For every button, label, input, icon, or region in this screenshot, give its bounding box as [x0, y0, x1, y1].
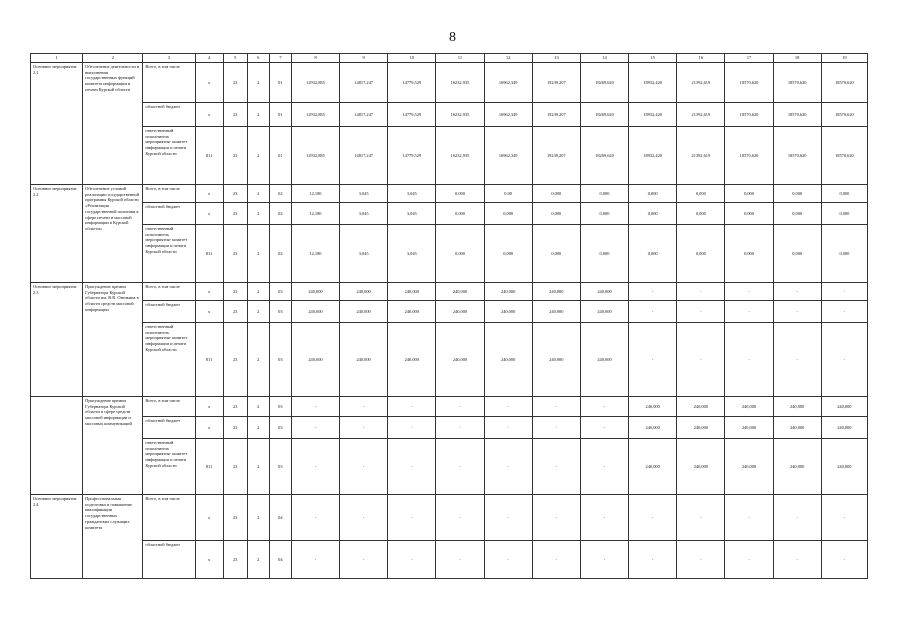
value-cell: 12932,885 [291, 126, 339, 184]
value-cell: 0,000 [773, 202, 821, 224]
pr-cell: 2 [247, 62, 269, 102]
rz-cell: 23 [223, 62, 247, 102]
value-cell: 0,000 [725, 224, 773, 282]
table-row [31, 322, 868, 396]
column-header: 8 [291, 54, 339, 63]
value-cell: - [388, 540, 436, 578]
event-name-cell: Присуждение премии Губернатора Курской области в сфере средств массовой информации и массовых коммуникаций [83, 396, 143, 494]
page-number: 8 [449, 30, 456, 45]
value-cell: 18269,620 [580, 62, 628, 102]
value-cell: - [677, 300, 725, 322]
value-cell: - [773, 282, 821, 300]
csr-cell: 01 [269, 62, 291, 102]
value-cell: 240,000 [629, 416, 677, 438]
csr-cell: 03 [269, 300, 291, 322]
grbs-cell: 811 [195, 224, 223, 282]
value-cell: 240,000 [725, 438, 773, 494]
csr-cell: 03 [269, 438, 291, 494]
grbs-cell: х [195, 282, 223, 300]
value-cell: 3,045 [388, 224, 436, 282]
column-header: 16 [677, 54, 725, 63]
value-cell: - [725, 322, 773, 396]
value-cell: - [773, 494, 821, 540]
value-cell: 240,000 [773, 396, 821, 416]
value-cell: - [821, 540, 867, 578]
value-cell: - [677, 322, 725, 396]
column-header: 10 [388, 54, 436, 63]
grbs-cell: х [195, 184, 223, 202]
value-cell: - [629, 282, 677, 300]
value-cell: - [484, 416, 532, 438]
value-cell: 0,000 [725, 202, 773, 224]
value-cell: - [629, 540, 677, 578]
value-cell: 240,000 [532, 300, 580, 322]
value-cell: 3,045 [388, 184, 436, 202]
value-cell: 18570,620 [821, 126, 867, 184]
table-row [31, 202, 868, 224]
value-cell: 0,000 [821, 202, 867, 224]
value-cell: - [484, 540, 532, 578]
column-header: 17 [725, 54, 773, 63]
table-row [31, 224, 868, 282]
table-row [31, 184, 868, 202]
event-cell: Основное мероприятие 2.2 [31, 184, 83, 282]
value-cell: - [580, 416, 628, 438]
value-cell: - [436, 396, 484, 416]
value-cell: 18269,620 [580, 126, 628, 184]
value-cell: 18570,620 [725, 102, 773, 126]
value-cell: 16962,349 [484, 102, 532, 126]
value-cell: - [677, 282, 725, 300]
funding-source-cell: Всего, в том числе [143, 62, 195, 102]
rz-cell: 23 [223, 494, 247, 540]
csr-cell: 03 [269, 282, 291, 300]
value-cell: 0,000 [821, 224, 867, 282]
value-cell: 18269,620 [580, 102, 628, 126]
value-cell: 0,000 [677, 224, 725, 282]
value-cell: - [629, 494, 677, 540]
value-cell: 16232,935 [436, 102, 484, 126]
event-name-cell: Присуждение премии Губернатора Курской области им. В.В. Овечкина в области средств массовой информации [83, 282, 143, 396]
csr-cell: 03 [269, 322, 291, 396]
grbs-cell: х [195, 416, 223, 438]
value-cell: - [725, 300, 773, 322]
value-cell: - [388, 438, 436, 494]
pr-cell: 2 [247, 438, 269, 494]
value-cell: 3,045 [340, 224, 388, 282]
value-cell: 18570,620 [821, 62, 867, 102]
value-cell: - [340, 540, 388, 578]
column-header: 6 [247, 54, 269, 63]
value-cell: - [340, 396, 388, 416]
value-cell: 19239,207 [532, 102, 580, 126]
pr-cell: 2 [247, 416, 269, 438]
value-cell: - [629, 322, 677, 396]
column-header: 12 [484, 54, 532, 63]
value-cell: 0,000 [532, 224, 580, 282]
event-cell: Основное мероприятие 2.4 [31, 494, 83, 578]
value-cell: - [291, 540, 339, 578]
value-cell: 0,000 [436, 224, 484, 282]
value-cell: 240,000 [388, 322, 436, 396]
column-header: 7 [269, 54, 291, 63]
rz-cell: 23 [223, 102, 247, 126]
event-cell: Основное мероприятие 2.3 [31, 282, 83, 396]
value-cell: 0,000 [580, 224, 628, 282]
value-cell: 240,000 [773, 416, 821, 438]
value-cell: 18570,620 [773, 102, 821, 126]
value-cell: 240,000 [725, 396, 773, 416]
value-cell: 12932,885 [291, 102, 339, 126]
rz-cell: 23 [223, 282, 247, 300]
value-cell: 16232,935 [436, 62, 484, 102]
value-cell: 0,00 [484, 184, 532, 202]
value-cell: 0,000 [484, 224, 532, 282]
grbs-cell: 811 [195, 126, 223, 184]
value-cell: 14779,529 [388, 62, 436, 102]
value-cell: 0,000 [677, 184, 725, 202]
value-cell: 240,000 [340, 282, 388, 300]
value-cell: 0,000 [773, 224, 821, 282]
value-cell: 0,000 [677, 202, 725, 224]
value-cell: 240,000 [436, 322, 484, 396]
value-cell: 21392,619 [677, 126, 725, 184]
funding-source-cell: областной бюджет [143, 300, 195, 322]
csr-cell: 02 [269, 184, 291, 202]
column-header: 2 [83, 54, 143, 63]
value-cell: 3,045 [388, 202, 436, 224]
value-cell: 240,000 [580, 300, 628, 322]
value-cell: 0,000 [484, 202, 532, 224]
value-cell: - [677, 540, 725, 578]
value-cell: 14817,247 [340, 126, 388, 184]
value-cell: - [725, 282, 773, 300]
grbs-cell: 811 [195, 322, 223, 396]
value-cell: - [773, 300, 821, 322]
funding-source-cell: Всего, в том числе [143, 494, 195, 540]
value-cell: 18570,620 [773, 126, 821, 184]
value-cell: 18932,420 [629, 102, 677, 126]
value-cell: 3,045 [340, 184, 388, 202]
value-cell: 3,045 [340, 202, 388, 224]
value-cell: - [821, 322, 867, 396]
pr-cell: 2 [247, 396, 269, 416]
table-row [31, 416, 868, 438]
value-cell: 18932,420 [629, 126, 677, 184]
pr-cell: 2 [247, 184, 269, 202]
value-cell: 240,000 [677, 416, 725, 438]
rz-cell: 23 [223, 126, 247, 184]
value-cell: 12932,885 [291, 62, 339, 102]
column-header: 19 [821, 54, 867, 63]
value-cell: - [388, 494, 436, 540]
value-cell: 18570,620 [725, 62, 773, 102]
value-cell: 0,000 [532, 184, 580, 202]
csr-cell: 04 [269, 494, 291, 540]
value-cell: 19239,207 [532, 126, 580, 184]
value-cell: 0,000 [773, 184, 821, 202]
value-cell: 0,000 [725, 184, 773, 202]
grbs-cell: х [195, 300, 223, 322]
value-cell: 18570,620 [821, 102, 867, 126]
event-cell [31, 396, 83, 494]
value-cell: 19239,207 [532, 62, 580, 102]
column-header: 1 [31, 54, 83, 63]
value-cell: - [436, 438, 484, 494]
value-cell: 12,180 [291, 184, 339, 202]
column-header: 18 [773, 54, 821, 63]
value-cell: 240,000 [725, 416, 773, 438]
value-cell: 240,000 [291, 322, 339, 396]
value-cell: 240,000 [532, 322, 580, 396]
value-cell: 12,180 [291, 224, 339, 282]
table-row [31, 62, 868, 102]
funding-source-cell: областной бюджет [143, 416, 195, 438]
funding-source-cell: Всего, в том числе [143, 396, 195, 416]
value-cell: 240,000 [677, 438, 725, 494]
value-cell: 240,000 [580, 322, 628, 396]
table-row [31, 126, 868, 184]
grbs-cell: х [195, 396, 223, 416]
value-cell: 0,000 [580, 184, 628, 202]
value-cell: 240,000 [484, 300, 532, 322]
value-cell: 240,000 [340, 300, 388, 322]
funding-source-cell: областной бюджет [143, 540, 195, 578]
column-header: 5 [223, 54, 247, 63]
value-cell: 0,000 [436, 202, 484, 224]
value-cell: 240,000 [677, 396, 725, 416]
value-cell: - [484, 494, 532, 540]
value-cell: 240,000 [388, 282, 436, 300]
value-cell: 12,180 [291, 202, 339, 224]
column-header: 11 [436, 54, 484, 63]
value-cell: - [773, 540, 821, 578]
pr-cell: 2 [247, 224, 269, 282]
pr-cell: 2 [247, 202, 269, 224]
grbs-cell: х [195, 494, 223, 540]
value-cell: 0,000 [821, 184, 867, 202]
table-row [31, 282, 868, 300]
csr-cell: 02 [269, 224, 291, 282]
value-cell: - [340, 438, 388, 494]
value-cell: 240,000 [388, 300, 436, 322]
value-cell: - [629, 300, 677, 322]
column-header: 14 [580, 54, 628, 63]
table-row [31, 540, 868, 578]
grbs-cell: 811 [195, 438, 223, 494]
event-name-cell: Обеспечение условий реализации государственной программы Курской области «Реализация государственной политики в сфере печати и массовой информации в Курской области» [83, 184, 143, 282]
column-header: 13 [532, 54, 580, 63]
grbs-cell: х [195, 202, 223, 224]
table-row [31, 300, 868, 322]
value-cell: - [340, 494, 388, 540]
funding-source-cell: ответственный исполнитель мероприятия- комитет информации и печати Курской области [143, 126, 195, 184]
value-cell: - [484, 438, 532, 494]
funding-source-cell: областной бюджет [143, 102, 195, 126]
value-cell: - [291, 438, 339, 494]
value-cell: - [821, 300, 867, 322]
rz-cell: 23 [223, 184, 247, 202]
value-cell: - [388, 416, 436, 438]
event-name-cell: Профессиональная подготовка и повышение квалификации государственных гражданских служащих комитета [83, 494, 143, 578]
rz-cell: 23 [223, 416, 247, 438]
rz-cell: 23 [223, 202, 247, 224]
value-cell: - [532, 396, 580, 416]
value-cell: - [436, 416, 484, 438]
value-cell: 21392,619 [677, 102, 725, 126]
pr-cell: 2 [247, 300, 269, 322]
pr-cell: 2 [247, 102, 269, 126]
value-cell: 240,000 [629, 396, 677, 416]
value-cell: - [291, 396, 339, 416]
value-cell: 240,000 [436, 300, 484, 322]
value-cell: - [677, 494, 725, 540]
value-cell: - [291, 416, 339, 438]
value-cell: - [725, 540, 773, 578]
rz-cell: 23 [223, 540, 247, 578]
value-cell: 240,000 [821, 396, 867, 416]
value-cell: 14779,529 [388, 102, 436, 126]
value-cell: 16962,349 [484, 126, 532, 184]
column-header: 4 [195, 54, 223, 63]
value-cell: 18570,620 [773, 62, 821, 102]
pr-cell: 2 [247, 540, 269, 578]
budget-table [30, 53, 868, 579]
value-cell: 240,000 [821, 416, 867, 438]
value-cell: 21392,619 [677, 62, 725, 102]
value-cell: 0,000 [629, 202, 677, 224]
value-cell: 16962,349 [484, 62, 532, 102]
funding-source-cell: ответственный исполнитель мероприятия- комитет информации и печати Курской области [143, 322, 195, 396]
value-cell: 16232,935 [436, 126, 484, 184]
value-cell: 18570,620 [725, 126, 773, 184]
value-cell: 0,000 [629, 224, 677, 282]
rz-cell: 23 [223, 396, 247, 416]
grbs-cell: х [195, 62, 223, 102]
value-cell: 240,000 [580, 282, 628, 300]
value-cell: - [532, 416, 580, 438]
value-cell: - [580, 438, 628, 494]
table-row [31, 438, 868, 494]
value-cell: 240,000 [484, 282, 532, 300]
value-cell: - [388, 396, 436, 416]
table-header-row [31, 54, 868, 63]
pr-cell: 2 [247, 126, 269, 184]
table-row [31, 494, 868, 540]
value-cell: 0,000 [629, 184, 677, 202]
value-cell: - [436, 494, 484, 540]
value-cell: - [580, 540, 628, 578]
grbs-cell: х [195, 102, 223, 126]
value-cell: 240,000 [436, 282, 484, 300]
pr-cell: 2 [247, 494, 269, 540]
table-body [31, 62, 868, 578]
csr-cell: 02 [269, 202, 291, 224]
value-cell: 14779,529 [388, 126, 436, 184]
rz-cell: 23 [223, 322, 247, 396]
value-cell: - [580, 494, 628, 540]
value-cell: - [532, 494, 580, 540]
pr-cell: 2 [247, 322, 269, 396]
value-cell: 0,000 [532, 202, 580, 224]
value-cell: 240,000 [821, 438, 867, 494]
value-cell: 240,000 [291, 300, 339, 322]
value-cell: - [291, 494, 339, 540]
value-cell: 240,000 [484, 322, 532, 396]
csr-cell: 03 [269, 396, 291, 416]
column-header: 9 [340, 54, 388, 63]
value-cell: - [484, 396, 532, 416]
csr-cell: 03 [269, 416, 291, 438]
funding-source-cell: областной бюджет [143, 202, 195, 224]
funding-source-cell: ответственный исполнитель мероприятия- комитет информации и печати Курской области [143, 224, 195, 282]
value-cell: - [821, 494, 867, 540]
value-cell: 240,000 [532, 282, 580, 300]
value-cell: - [532, 438, 580, 494]
value-cell: 240,000 [340, 322, 388, 396]
value-cell: - [821, 282, 867, 300]
funding-source-cell: ответственный исполнитель мероприятия- комитет информации и печати Курской области [143, 438, 195, 494]
value-cell: 18932,420 [629, 62, 677, 102]
value-cell: 240,000 [291, 282, 339, 300]
csr-cell: 04 [269, 540, 291, 578]
pr-cell: 2 [247, 282, 269, 300]
value-cell: - [436, 540, 484, 578]
csr-cell: 01 [269, 102, 291, 126]
rz-cell: 23 [223, 224, 247, 282]
value-cell: - [773, 322, 821, 396]
value-cell: 0,000 [436, 184, 484, 202]
event-name-cell: Обеспечение деятельности и выполнения государственных функций комитета информации и печати Курской области [83, 62, 143, 184]
grbs-cell: х [195, 540, 223, 578]
value-cell: - [725, 494, 773, 540]
value-cell: 14817,247 [340, 102, 388, 126]
column-header: 3 [143, 54, 195, 63]
value-cell: - [340, 416, 388, 438]
value-cell: 240,000 [773, 438, 821, 494]
value-cell: 14817,247 [340, 62, 388, 102]
rz-cell: 23 [223, 438, 247, 494]
column-header: 15 [629, 54, 677, 63]
value-cell: 0,000 [580, 202, 628, 224]
value-cell: - [580, 396, 628, 416]
table-row [31, 102, 868, 126]
funding-source-cell: Всего, в том числе [143, 282, 195, 300]
event-cell: Основное мероприятие 2.1 [31, 62, 83, 184]
csr-cell: 01 [269, 126, 291, 184]
rz-cell: 23 [223, 300, 247, 322]
funding-source-cell: Всего, в том числе [143, 184, 195, 202]
value-cell: 240,000 [629, 438, 677, 494]
value-cell: - [532, 540, 580, 578]
table-row [31, 396, 868, 416]
